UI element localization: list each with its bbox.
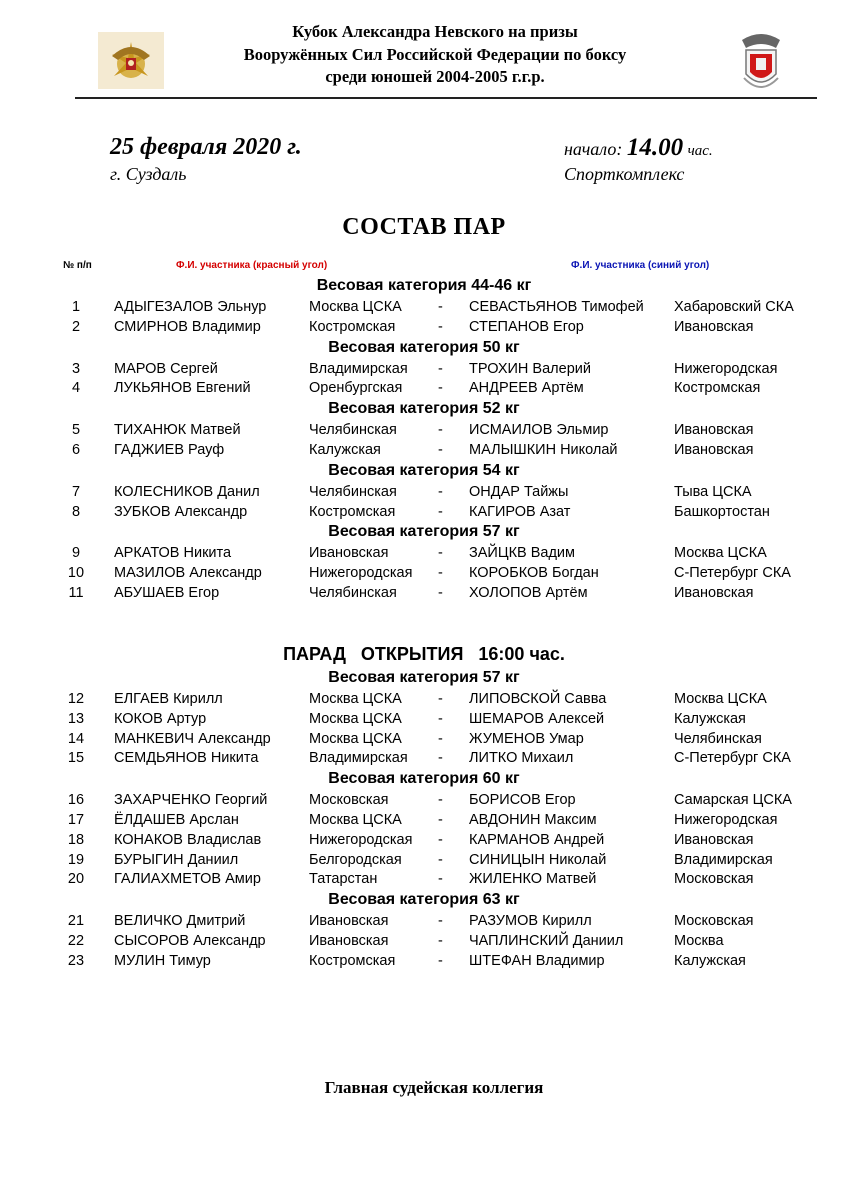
bout-number: 8 [71, 503, 81, 520]
bout-separator: - [438, 952, 443, 969]
red-corner-region: Челябинская [309, 422, 397, 439]
blue-corner-region: Ивановская [674, 442, 754, 458]
bout-number: 16 [67, 792, 85, 809]
bout-number: 6 [71, 442, 81, 458]
bout-separator: - [438, 503, 443, 520]
bout-separator: - [438, 913, 443, 930]
blue-corner-name: КАГИРОВ Азат [469, 503, 571, 520]
blue-corner-name: ЖУМЕНОВ Умар [469, 730, 584, 747]
bout-separator: - [438, 730, 443, 747]
header-divider [75, 97, 817, 99]
bout-row [0, 318, 848, 336]
weight-category-heading: Весовая категория 57 кг [328, 669, 520, 686]
blue-corner-region: Нижегородская [674, 812, 778, 828]
red-corner-region: Челябинская [309, 585, 397, 601]
red-corner-region: Москва ЦСКА [309, 710, 402, 727]
blue-corner-name: ЛИТКО Михаил [469, 750, 574, 767]
bout-separator: - [438, 483, 443, 500]
bout-number: 5 [71, 422, 81, 439]
blue-corner-region: Москва ЦСКА [674, 545, 767, 562]
bout-row [0, 564, 848, 582]
blue-corner-name: ЧАПЛИНСКИЙ Даниил [469, 933, 624, 949]
blue-corner-region: Москва ЦСКА [674, 691, 767, 707]
blue-corner-name: КАРМАНОВ Андрей [469, 831, 605, 848]
red-corner-name: КОНАКОВ Владислав [114, 831, 262, 848]
bout-separator: - [438, 360, 443, 377]
red-corner-region: Калужская [309, 442, 381, 458]
column-header-red-corner: Ф.И. участника (красный угол) [176, 260, 328, 271]
blue-corner-name: СИНИЦЫН Николай [469, 851, 607, 868]
bout-number: 9 [71, 545, 81, 562]
weight-category-heading: Весовая категория 60 кг [328, 770, 520, 788]
bout-number: 11 [68, 585, 84, 601]
blue-corner-name: ЗАЙЦКВ Вадим [469, 545, 575, 562]
column-header-number: № п/п [63, 260, 92, 271]
blue-corner-region: Ивановская [674, 318, 754, 335]
bout-separator: - [438, 792, 443, 809]
start-label: начало: [564, 139, 623, 159]
red-corner-name: ЁЛДАШЕВ Арслан [114, 812, 239, 828]
red-corner-name: СЕМДЬЯНОВ Никита [114, 750, 259, 767]
blue-corner-name: ОНДАР Тайжы [469, 483, 569, 500]
red-corner-name: АБУШАЕВ Егор [114, 585, 220, 601]
red-corner-region: Москва ЦСКА [309, 812, 402, 828]
bout-separator: - [438, 933, 443, 949]
blue-corner-name: ИСМАИЛОВ Эльмир [469, 422, 609, 439]
red-corner-name: АДЫГЕЗАЛОВ Эльнур [114, 299, 267, 315]
red-corner-name: ЗУБКОВ Александр [114, 503, 248, 520]
bout-separator: - [438, 750, 443, 767]
red-corner-region: Ивановская [309, 545, 389, 562]
bout-row [0, 932, 848, 950]
red-corner-name: АРКАТОВ Никита [114, 545, 232, 562]
bout-row [0, 952, 848, 970]
red-corner-name: КОКОВ Артур [114, 710, 207, 727]
bout-row [0, 851, 848, 869]
blue-corner-region: С-Петербург СКА [674, 565, 791, 582]
blue-corner-region: Челябинская [674, 730, 762, 747]
red-corner-name: ЕЛГАЕВ Кирилл [114, 691, 223, 707]
bout-number: 22 [67, 933, 85, 949]
bout-number: 14 [67, 730, 85, 747]
bout-separator: - [438, 812, 443, 828]
column-header-blue-corner: Ф.И. участника (синий угол) [571, 260, 710, 271]
boxing-federation-emblem-logo [738, 30, 784, 96]
event-venue: Спорткомплекс [564, 164, 685, 184]
blue-corner-name: БОРИСОВ Егор [469, 792, 576, 809]
blue-corner-region: Московская [674, 871, 754, 888]
bout-row [0, 483, 848, 501]
red-corner-region: Владимирская [309, 750, 408, 767]
red-corner-region: Московская [309, 792, 389, 809]
blue-corner-region: Башкортостан [674, 503, 770, 520]
red-corner-name: ЗАХАРЧЕНКО Георгий [114, 792, 268, 809]
red-corner-region: Нижегородская [309, 565, 413, 582]
red-corner-region: Татарстан [309, 871, 378, 888]
bout-number: 23 [67, 952, 85, 969]
red-corner-region: Москва ЦСКА [309, 730, 402, 747]
bout-row [0, 749, 848, 767]
page-title: СОСТАВ ПАР [342, 214, 506, 240]
blue-corner-name: АНДРЕЕВ Артём [469, 380, 584, 397]
bout-number: 19 [67, 851, 85, 868]
weight-category-heading: Весовая категория 44-46 кг [316, 277, 532, 294]
red-corner-region: Ивановская [309, 913, 389, 930]
bout-row [0, 690, 848, 708]
bout-number: 1 [71, 299, 81, 315]
red-corner-region: Оренбургская [309, 380, 403, 397]
bout-row [0, 360, 848, 378]
bout-separator: - [438, 871, 443, 888]
blue-corner-region: Москва [674, 933, 724, 949]
blue-corner-region: Московская [674, 913, 754, 930]
red-corner-name: БУРЫГИН Даниил [114, 851, 239, 868]
blue-corner-name: КОРОБКОВ Богдан [469, 565, 599, 582]
bout-row [0, 811, 848, 829]
red-corner-region: Белгородская [309, 851, 402, 868]
red-corner-name: ТИХАНЮК Матвей [114, 422, 241, 439]
weight-category-heading: Весовая категория 63 кг [328, 891, 520, 909]
bout-number: 17 [67, 812, 85, 828]
bout-separator: - [438, 545, 443, 562]
bout-separator: - [438, 851, 443, 868]
bout-row [0, 912, 848, 930]
blue-corner-region: Хабаровский СКА [674, 299, 794, 315]
blue-corner-region: Калужская [674, 952, 746, 969]
blue-corner-name: ТРОХИН Валерий [469, 360, 591, 377]
blue-corner-name: ШТЕФАН Владимир [469, 952, 605, 969]
event-city: г. Суздаль [110, 164, 187, 184]
parade-title: ПАРАД ОТКРЫТИЯ 16:00 час. [283, 644, 565, 664]
header-line-2: Вооружённых Сил Российской Федерации по боксу [243, 45, 627, 64]
bout-number: 10 [67, 565, 85, 582]
header-line-3: среди юношей 2004-2005 г.г.р. [325, 67, 545, 86]
bout-row [0, 831, 848, 849]
armed-forces-emblem-logo [98, 32, 164, 89]
bout-row [0, 791, 848, 809]
bout-separator: - [438, 585, 443, 601]
bout-number: 21 [67, 913, 85, 930]
blue-corner-region: Ивановская [674, 831, 754, 848]
blue-corner-name: АВДОНИН Максим [469, 812, 597, 828]
red-corner-region: Ивановская [309, 933, 389, 949]
red-corner-region: Владимирская [309, 360, 408, 377]
bout-row [0, 379, 848, 397]
red-corner-name: МУЛИН Тимур [114, 952, 211, 969]
red-corner-name: МАЗИЛОВ Александр [114, 565, 262, 582]
red-corner-region: Москва ЦСКА [309, 691, 402, 707]
bout-separator: - [438, 565, 443, 582]
blue-corner-name: МАЛЫШКИН Николай [469, 442, 618, 458]
start-time: 14.00 [626, 134, 684, 161]
bout-number: 4 [71, 380, 81, 397]
event-date: 25 февраля 2020 г. [110, 134, 302, 160]
red-corner-region: Костромская [309, 318, 396, 335]
red-corner-region: Москва ЦСКА [309, 299, 402, 315]
blue-corner-region: С-Петербург СКА [674, 750, 791, 767]
weight-category-heading: Весовая категория 52 кг [328, 400, 520, 418]
red-corner-name: ЛУКЬЯНОВ Евгений [114, 380, 251, 397]
blue-corner-region: Тыва ЦСКА [674, 483, 752, 500]
bout-separator: - [438, 380, 443, 397]
bout-number: 13 [67, 710, 85, 727]
red-corner-name: КОЛЕСНИКОВ Данил [114, 483, 260, 500]
bout-separator: - [438, 710, 443, 727]
bout-row [0, 503, 848, 521]
red-corner-name: ГАДЖИЕВ Рауф [114, 442, 225, 458]
bout-number: 18 [67, 831, 85, 848]
blue-corner-region: Владимирская [674, 851, 773, 868]
bout-number: 7 [71, 483, 81, 500]
blue-corner-region: Нижегородская [674, 360, 778, 377]
bout-number: 20 [67, 871, 85, 888]
bout-separator: - [438, 299, 443, 315]
blue-corner-name: ЛИПОВСКОЙ Савва [469, 691, 607, 707]
bout-row [0, 298, 848, 316]
blue-corner-name: ЖИЛЕНКО Матвей [469, 871, 597, 888]
blue-corner-name: РАЗУМОВ Кирилл [469, 913, 592, 930]
red-corner-region: Челябинская [309, 483, 397, 500]
bout-number: 3 [71, 360, 81, 377]
header-line-1: Кубок Александра Невского на призы [292, 22, 578, 41]
bout-row [0, 544, 848, 562]
blue-corner-region: Самарская ЦСКА [674, 792, 792, 809]
bout-number: 2 [71, 318, 81, 335]
bout-row [0, 584, 848, 602]
blue-corner-name: ХОЛОПОВ Артём [469, 585, 588, 601]
bout-row [0, 730, 848, 748]
blue-corner-name: СТЕПАНОВ Егор [469, 318, 584, 335]
weight-category-heading: Весовая категория 57 кг [328, 523, 520, 541]
bout-row [0, 441, 848, 459]
judging-panel-signature: Главная судейская коллегия [324, 1078, 544, 1097]
red-corner-name: СМИРНОВ Владимир [114, 318, 261, 335]
blue-corner-region: Ивановская [674, 585, 754, 601]
red-corner-region: Костромская [309, 952, 396, 969]
bout-row [0, 421, 848, 439]
event-start [564, 134, 713, 162]
blue-corner-name: СЕВАСТЬЯНОВ Тимофей [469, 299, 644, 315]
bout-row [0, 870, 848, 888]
red-corner-name: СЫСОРОВ Александр [114, 933, 266, 949]
start-unit: час. [687, 143, 713, 159]
bout-separator: - [438, 442, 443, 458]
bout-number: 12 [67, 691, 85, 707]
red-corner-name: МАРОВ Сергей [114, 360, 218, 377]
bout-separator: - [438, 831, 443, 848]
red-corner-name: ВЕЛИЧКО Дмитрий [114, 913, 246, 930]
red-corner-name: МАНКЕВИЧ Александр [114, 730, 271, 747]
weight-category-heading: Весовая категория 50 кг [328, 338, 520, 356]
blue-corner-region: Костромская [674, 380, 761, 397]
red-corner-region: Нижегородская [309, 831, 413, 848]
bout-separator: - [438, 422, 443, 439]
blue-corner-name: ШЕМАРОВ Алексей [469, 710, 605, 727]
bout-separator: - [438, 318, 443, 335]
red-corner-region: Костромская [309, 503, 396, 520]
bout-separator: - [438, 691, 443, 707]
weight-category-heading: Весовая категория 54 кг [328, 461, 520, 479]
blue-corner-region: Калужская [674, 710, 746, 727]
bout-number: 15 [67, 750, 85, 767]
blue-corner-region: Ивановская [674, 422, 754, 439]
bout-row [0, 710, 848, 728]
red-corner-name: ГАЛИАХМЕТОВ Амир [114, 871, 261, 888]
